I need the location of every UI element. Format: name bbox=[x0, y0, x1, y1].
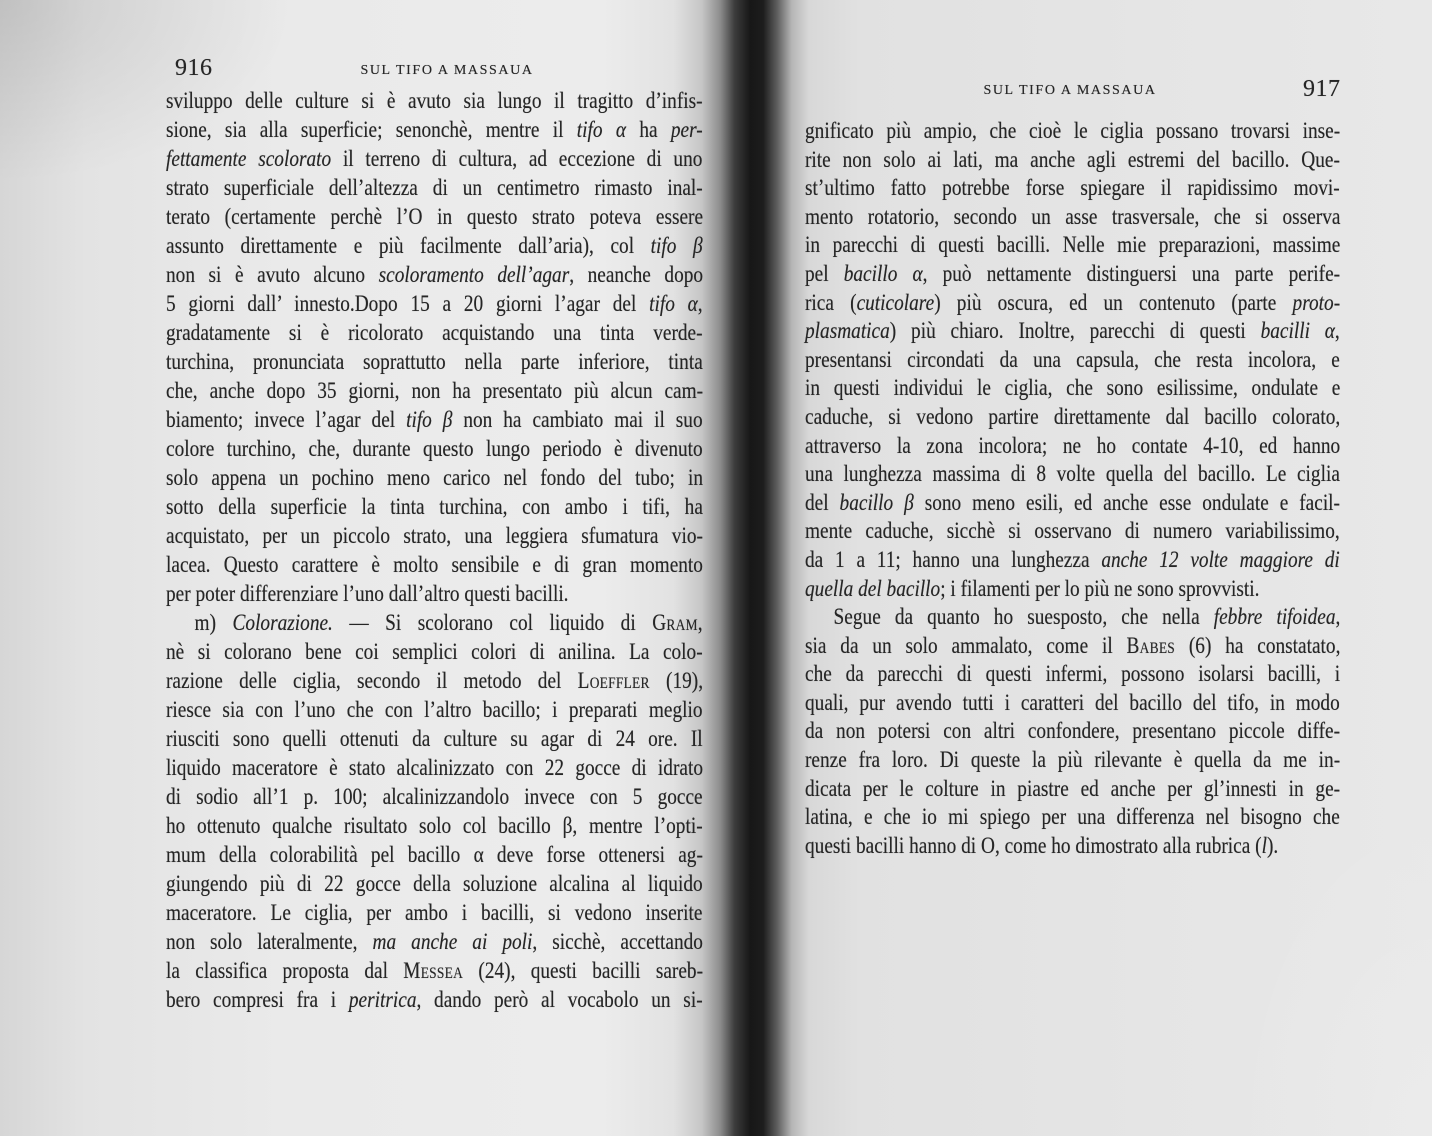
text-segment: non solo lateralmente, bbox=[166, 929, 373, 954]
italic-text: tifo α bbox=[649, 291, 698, 316]
text-segment: , sicchè, accettando bbox=[532, 929, 703, 954]
line-content bbox=[166, 521, 703, 550]
line-content bbox=[805, 432, 1340, 461]
line-content bbox=[166, 579, 569, 608]
text-line bbox=[166, 115, 703, 144]
text-line bbox=[166, 637, 703, 666]
text-segment: ) più chiaro. Inoltre, parecchi di questi bbox=[889, 318, 1261, 344]
text-line bbox=[805, 689, 1340, 718]
text-segment: pel bbox=[805, 260, 844, 286]
page-text-block bbox=[166, 86, 703, 1014]
text-segment: , bbox=[1334, 318, 1340, 344]
text-segment: , dando però al vocabolo un si- bbox=[416, 987, 703, 1012]
text-segment: riusciti sono quelli ottenuti da culture su agar di 24 ore. Il bbox=[166, 726, 703, 751]
text-line bbox=[166, 347, 703, 376]
text-line bbox=[166, 289, 703, 318]
text-segment: assunto direttamente e più facilmente dall’aria), col bbox=[166, 233, 651, 258]
line-content bbox=[166, 492, 703, 521]
line-content bbox=[166, 666, 703, 695]
line-content bbox=[166, 173, 703, 202]
text-line bbox=[166, 724, 703, 753]
text-segment: non si è avuto alcuno bbox=[166, 262, 379, 287]
text-line bbox=[166, 492, 703, 521]
line-content bbox=[805, 403, 1340, 432]
text-segment: rite non solo ai lati, ma anche agli estremi del bacillo. Que- bbox=[805, 146, 1340, 172]
italic-text: scoloramento dell’agar bbox=[378, 262, 570, 287]
line-content bbox=[805, 117, 1340, 146]
text-line bbox=[166, 521, 703, 550]
text-line bbox=[805, 660, 1340, 689]
line-content bbox=[805, 317, 1340, 346]
text-line bbox=[805, 489, 1340, 518]
line-content bbox=[805, 289, 1340, 318]
text-segment: sione, sia alla superficie; senonchè, mentre il bbox=[166, 117, 577, 142]
italic-text: proto- bbox=[1292, 289, 1341, 315]
line-content bbox=[805, 146, 1340, 175]
italic-text: cuticolare bbox=[856, 289, 935, 315]
text-segment: solo appena un pochino meno carico nel fondo del tubo; in bbox=[166, 465, 704, 490]
text-segment: la classifica proposta dal bbox=[166, 958, 404, 983]
text-segment: questi bacilli hanno di O, come ho dimostrato alla rubrica ( bbox=[805, 832, 1262, 858]
italic-text: l bbox=[1261, 832, 1267, 858]
text-line bbox=[805, 717, 1340, 746]
italic-text: ma anche ai poli bbox=[372, 929, 533, 954]
text-line bbox=[805, 117, 1340, 146]
small-caps-name: Messea bbox=[403, 958, 464, 983]
text-segment: sia da un solo ammalato, come il bbox=[805, 632, 1127, 658]
text-line bbox=[805, 231, 1340, 260]
line-content bbox=[166, 695, 703, 724]
text-line bbox=[805, 317, 1340, 346]
text-segment: acquistato, per un piccolo strato, una leggiera sfumatura vio- bbox=[166, 523, 703, 548]
line-content bbox=[805, 174, 1340, 203]
text-segment: liquido maceratore è stato alcalinizzato con 22 gocce di idrato bbox=[166, 755, 704, 780]
text-line bbox=[805, 146, 1340, 175]
text-segment: — Si scolorano col liquido di bbox=[332, 610, 653, 635]
text-segment: terato (certamente perchè l’O in questo strato poteva essere bbox=[166, 204, 704, 229]
running-head: SUL TIFO A MASSAUA bbox=[360, 63, 534, 78]
line-content bbox=[166, 405, 703, 434]
italic-text: febbre tifoidea bbox=[1213, 604, 1336, 630]
text-segment: (24), questi bacilli sareb- bbox=[463, 958, 704, 983]
line-content bbox=[805, 231, 1340, 260]
text-line bbox=[805, 803, 1340, 832]
line-content bbox=[805, 203, 1340, 232]
text-line bbox=[166, 927, 703, 956]
text-line bbox=[805, 575, 1340, 604]
line-content bbox=[805, 632, 1340, 661]
text-segment: , bbox=[697, 291, 703, 316]
text-segment: presentansi circondati da una capsula, che resta incolora, e bbox=[805, 346, 1340, 372]
text-line bbox=[805, 632, 1340, 661]
text-segment: (19), bbox=[649, 668, 704, 693]
text-line bbox=[805, 260, 1340, 289]
text-segment: ha bbox=[626, 117, 671, 142]
text-segment: dicata per le colture in piastre ed anche per gl’innesti in ge- bbox=[805, 775, 1341, 801]
line-content bbox=[805, 517, 1340, 546]
text-segment: razione delle ciglia, secondo il metodo del bbox=[166, 668, 578, 693]
text-segment: m) bbox=[194, 610, 233, 635]
italic-text: peritrica bbox=[348, 987, 417, 1012]
text-segment: 5 giorni dall’ innesto.Dopo 15 a 20 giorni l’agar del bbox=[166, 291, 650, 316]
text-segment: gradatamente si è ricolorato acquistando una tinta verde- bbox=[166, 320, 703, 345]
line-content bbox=[805, 803, 1340, 832]
text-line bbox=[805, 346, 1340, 375]
line-content bbox=[166, 347, 703, 376]
line-content bbox=[166, 289, 703, 318]
text-line bbox=[166, 463, 703, 492]
text-line bbox=[166, 550, 703, 579]
page-number: 916 bbox=[175, 55, 213, 81]
text-segment: colore turchino, che, durante questo lungo periodo è divenuto bbox=[166, 436, 703, 461]
italic-text: bacillo β bbox=[839, 489, 914, 515]
line-content bbox=[166, 782, 703, 811]
text-line bbox=[166, 608, 703, 637]
line-content bbox=[166, 260, 703, 289]
text-line bbox=[805, 460, 1340, 489]
text-segment: una lunghezza massima di 8 volte quella del bacillo. Le ciglia bbox=[805, 461, 1340, 487]
italic-text: Colorazione. bbox=[232, 610, 333, 635]
small-caps-name: Loeffler bbox=[577, 668, 650, 693]
text-segment: non ha cambiato mai il suo bbox=[452, 407, 703, 432]
right-page bbox=[716, 0, 1432, 1136]
text-segment: maceratore. Le ciglia, per ambo i bacilli, si vedono inserite bbox=[166, 900, 703, 925]
line-content bbox=[805, 832, 1278, 861]
text-segment: mento rotatorio, secondo un asse trasversale, che si osserva bbox=[805, 203, 1341, 229]
line-content bbox=[805, 689, 1340, 718]
text-segment: che, anche dopo 35 giorni, non ha presentato più alcun cam- bbox=[166, 378, 704, 403]
text-line bbox=[166, 666, 703, 695]
line-content bbox=[166, 144, 702, 173]
text-segment: latina, e che io mi spiego per una differenza nel bisogno che bbox=[805, 804, 1340, 830]
text-segment: , neanche dopo bbox=[569, 262, 704, 287]
text-segment: ). bbox=[1266, 832, 1279, 858]
text-line bbox=[166, 811, 703, 840]
text-segment: quali, pur avendo tutti i caratteri del bacillo del tifo, in modo bbox=[805, 689, 1340, 715]
text-segment: sono meno esili, ed anche esse ondulate e facil- bbox=[913, 489, 1341, 515]
italic-text: tifo β bbox=[406, 407, 453, 432]
line-content bbox=[166, 869, 703, 898]
text-segment: ) più oscura, ed un contenuto (parte bbox=[934, 289, 1293, 315]
line-content bbox=[195, 608, 703, 637]
italic-text: bacillo α bbox=[843, 260, 923, 286]
text-segment: per poter differenziare l’uno dall’altro questi bacilli. bbox=[166, 581, 569, 606]
line-content bbox=[805, 346, 1340, 375]
italic-text: tifo α bbox=[576, 117, 627, 142]
text-line bbox=[166, 173, 703, 202]
text-line bbox=[805, 832, 1340, 861]
line-content bbox=[834, 603, 1341, 632]
text-segment: turchina, pronunciata soprattutto nella parte inferiore, tinta bbox=[166, 349, 703, 374]
text-segment: da 1 a 11; hanno una lunghezza bbox=[805, 546, 1102, 572]
line-content bbox=[166, 115, 703, 144]
italic-text: fettamente scolorato bbox=[166, 146, 332, 171]
page-text-block bbox=[805, 117, 1340, 860]
text-line bbox=[805, 432, 1340, 461]
running-head: SUL TIFO A MASSAUA bbox=[983, 83, 1157, 98]
line-content bbox=[166, 927, 703, 956]
line-content bbox=[166, 985, 703, 1014]
text-line bbox=[166, 869, 703, 898]
text-line bbox=[166, 231, 703, 260]
text-line bbox=[166, 985, 703, 1014]
line-content bbox=[166, 724, 703, 753]
text-line bbox=[166, 376, 703, 405]
text-segment: giungendo più di 22 gocce della soluzione alcalina al liquido bbox=[166, 871, 703, 896]
italic-text: anche 12 volte maggiore di bbox=[1101, 546, 1340, 572]
text-segment: caduche, si vedono partire direttamente dal bacillo colorato, bbox=[805, 403, 1341, 429]
text-line bbox=[805, 546, 1340, 575]
text-segment: in questi individui le ciglia, che sono esilissime, ondulate e bbox=[805, 375, 1341, 401]
text-segment: (6) ha constatato, bbox=[1175, 632, 1341, 658]
text-line bbox=[805, 374, 1340, 403]
page-number: 917 bbox=[1303, 76, 1341, 102]
text-segment: nè si colorano bene coi semplici colori di anilina. La colo- bbox=[166, 639, 703, 664]
text-segment: renze fra loro. Di queste la più rilevante è quella da me in- bbox=[805, 747, 1341, 773]
line-content bbox=[166, 376, 703, 405]
text-segment: sviluppo delle culture si è avuto sia lungo il tragitto d’infis- bbox=[166, 88, 703, 113]
text-line bbox=[166, 840, 703, 869]
line-content bbox=[805, 575, 1260, 604]
text-line bbox=[166, 956, 703, 985]
line-content bbox=[166, 86, 703, 115]
text-segment: il terreno di cultura, ad eccezione di uno bbox=[331, 146, 703, 171]
text-segment: attraverso la zona incolora; ne ho contate 4-10, ed hanno bbox=[805, 432, 1341, 458]
text-line bbox=[166, 898, 703, 927]
text-line bbox=[166, 782, 703, 811]
line-content bbox=[166, 318, 703, 347]
text-line bbox=[805, 746, 1340, 775]
line-content bbox=[166, 753, 703, 782]
line-content bbox=[805, 660, 1340, 689]
text-segment: mum della colorabilità pel bacillo α deve forse ottenersi ag- bbox=[166, 842, 703, 867]
line-content bbox=[166, 202, 703, 231]
line-content bbox=[166, 434, 703, 463]
text-segment: sotto della superficie la tinta turchina, con ambo i tifi, ha bbox=[166, 494, 703, 519]
text-line bbox=[166, 260, 703, 289]
line-content bbox=[166, 637, 703, 666]
line-content bbox=[166, 956, 703, 985]
line-content bbox=[805, 374, 1340, 403]
text-segment: mente caduche, sicchè si osservano di numero variabilissimo, bbox=[805, 518, 1340, 544]
text-line bbox=[805, 603, 1340, 632]
line-content bbox=[805, 489, 1340, 518]
line-content bbox=[805, 746, 1340, 775]
italic-text: plasmatica bbox=[805, 318, 890, 344]
text-line bbox=[805, 775, 1340, 804]
line-content bbox=[805, 260, 1340, 289]
text-segment: Segue da quanto ho suesposto, che nella bbox=[833, 604, 1214, 630]
italic-text: per- bbox=[670, 117, 703, 142]
text-segment: , bbox=[697, 610, 703, 635]
line-content bbox=[166, 898, 702, 927]
line-content bbox=[166, 463, 703, 492]
small-caps-name: Gram bbox=[652, 610, 698, 635]
line-content bbox=[166, 550, 703, 579]
text-line bbox=[166, 434, 703, 463]
text-segment: che da parecchi di questi infermi, possono isolarsi bacilli, i bbox=[805, 661, 1341, 687]
text-line bbox=[166, 318, 703, 347]
line-content bbox=[805, 717, 1340, 746]
text-segment: ; i filamenti per lo più ne sono sprovvisti. bbox=[940, 575, 1260, 601]
text-segment: ho ottenuto qualche risultato solo col bacillo β, mentre l’opti- bbox=[166, 813, 703, 838]
text-segment: gnificato più ampio, che cioè le ciglia possano trovarsi inse- bbox=[805, 118, 1341, 143]
line-content bbox=[166, 811, 703, 840]
text-line bbox=[166, 144, 703, 173]
text-segment: da non potersi con altri confondere, presentano piccole diffe- bbox=[805, 718, 1341, 744]
text-segment: biamento; invece l’agar del bbox=[166, 407, 407, 432]
small-caps-name: Babes bbox=[1126, 632, 1176, 658]
text-line bbox=[166, 86, 703, 115]
text-segment: bero compresi fra i bbox=[166, 987, 349, 1012]
text-segment: rica ( bbox=[805, 289, 857, 315]
text-segment: , bbox=[1335, 604, 1341, 630]
text-line bbox=[166, 202, 703, 231]
text-segment: riesce sia con l’uno che con l’altro bacillo; i preparati meglio bbox=[166, 697, 703, 722]
text-line bbox=[166, 579, 703, 608]
text-line bbox=[805, 174, 1340, 203]
text-segment: di sodio all’1 p. 100; alcalinizzandolo invece con 5 gocce bbox=[166, 784, 703, 809]
text-segment: strato superficiale dell’altezza di un centimetro rimasto inal- bbox=[166, 175, 703, 200]
text-segment: in parecchi di questi bacilli. Nelle mie preparazioni, massime bbox=[805, 232, 1341, 258]
text-segment: del bbox=[805, 489, 840, 515]
text-line bbox=[166, 753, 703, 782]
text-segment: , può nettamente distinguersi una parte perife- bbox=[922, 260, 1341, 286]
text-line bbox=[166, 405, 703, 434]
text-line bbox=[805, 403, 1340, 432]
line-content bbox=[166, 231, 703, 260]
line-content bbox=[805, 775, 1340, 804]
text-segment: lacea. Questo carattere è molto sensibile e di gran momento bbox=[166, 552, 703, 577]
line-content bbox=[166, 840, 703, 869]
line-content bbox=[805, 460, 1340, 489]
italic-text: bacilli α bbox=[1260, 318, 1335, 344]
text-line bbox=[166, 695, 703, 724]
italic-text: tifo β bbox=[650, 233, 703, 258]
text-segment: st’ultimo fatto potrebbe forse spiegare il rapidissimo movi- bbox=[805, 175, 1340, 201]
italic-text: quella del bacillo bbox=[805, 575, 941, 601]
text-line bbox=[805, 517, 1340, 546]
line-content bbox=[805, 546, 1340, 575]
text-line bbox=[805, 289, 1340, 318]
text-line bbox=[805, 203, 1340, 232]
